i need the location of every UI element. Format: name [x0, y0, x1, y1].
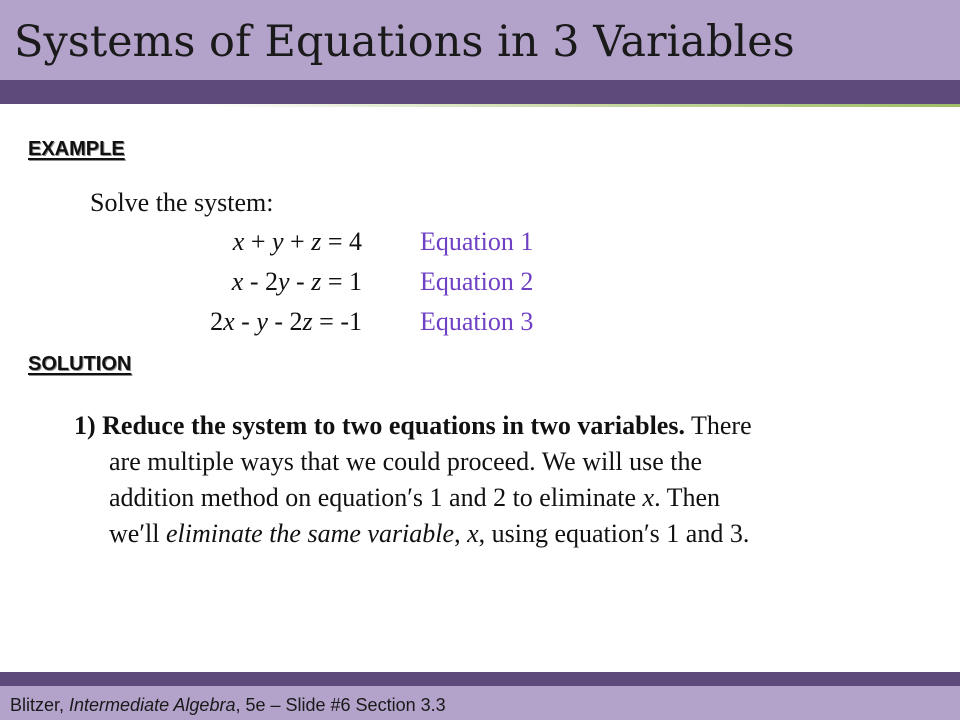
header-divider — [0, 104, 960, 107]
equation-name: Equation 2 — [420, 267, 534, 296]
footer-citation: Blitzer, Intermediate Algebra, 5e – Slide #6 Section 3.3 — [10, 695, 446, 715]
example-label: EXAMPLE — [28, 138, 125, 160]
equation-lhs: 2x - y - 2z = -1 — [210, 307, 362, 336]
slide-title: Systems of Equations in 3 Variables — [14, 17, 795, 67]
equation-row — [0, 264, 960, 300]
step-heading: 1) Reduce the system to two equations in two variables. — [74, 411, 685, 440]
solution-step-1 — [74, 408, 934, 552]
step-line: 1) Reduce the system to two equations in two variables. There — [74, 411, 752, 440]
equation-row — [0, 224, 960, 260]
equation-lhs: x - 2y - z = 1 — [231, 267, 362, 296]
step-line: we′ll eliminate the same variable, x, using equation′s 1 and 3. — [109, 519, 750, 548]
header-band — [0, 80, 960, 104]
equation-name: Equation 1 — [420, 227, 534, 256]
example-prompt: Solve the system: — [90, 188, 274, 217]
step-line: are multiple ways that we could proceed. We will use the — [109, 447, 703, 476]
solution-label: SOLUTION — [28, 353, 132, 375]
equation-lhs: x + y + z = 4 — [232, 227, 362, 256]
step-line: addition method on equation′s 1 and 2 to eliminate x. Then — [109, 483, 721, 512]
equation-name: Equation 3 — [420, 307, 534, 336]
equation-row — [0, 304, 960, 340]
footer-band — [0, 672, 960, 686]
